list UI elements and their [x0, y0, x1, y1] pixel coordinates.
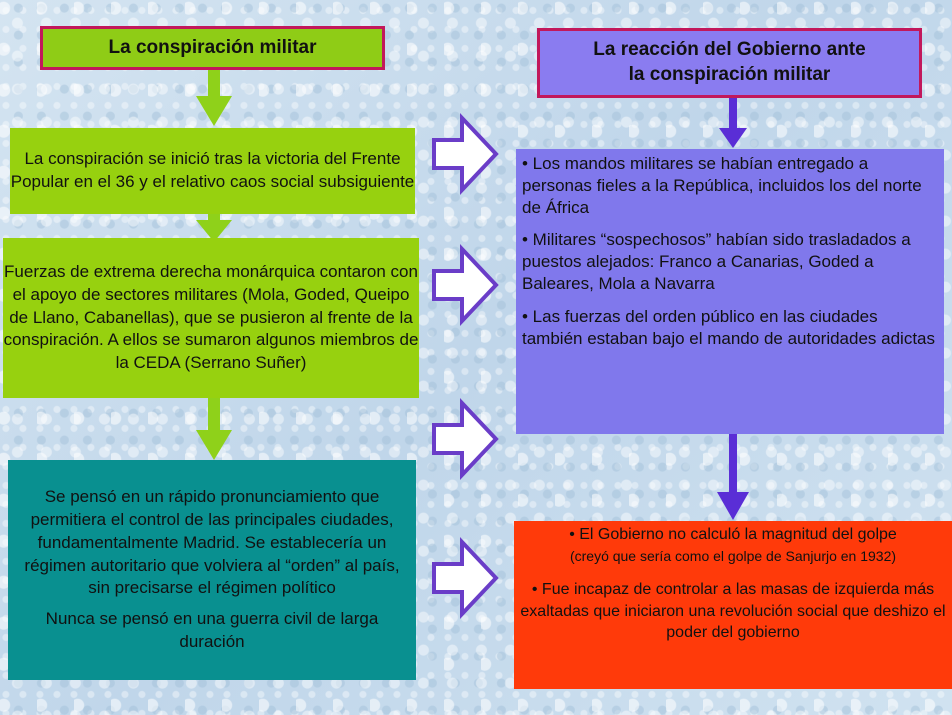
right-title-line-1: La reacción del Gobierno ante: [593, 39, 866, 61]
green-box-forces: [3, 238, 419, 398]
right-arrow-2: [434, 249, 496, 321]
purple-down-arrow-2: [717, 434, 749, 520]
teal-box-plan: [8, 460, 416, 680]
right-title-line-2: la conspiración militar: [628, 64, 831, 85]
purple-box-government-measures: [516, 149, 944, 434]
green-down-arrow-3: [196, 398, 232, 460]
red-box-government-failures: [514, 521, 952, 689]
teal-box-paragraph-1: Se pensó en un rápido pronunciamiento que permitiera el control de las principales ciudades, fundamentalmente Madrid. Se establecería un régimen autoritario que volviera al “orden” al país, sin precisarse el régimen político: [24, 486, 400, 598]
green-box-origin-text: La conspiración se inició tras la victoria del Frente Popular en el 36 y el relativo caos social subsiguiente: [10, 149, 415, 191]
left-title-box: [40, 26, 385, 70]
right-arrow-3: [434, 403, 496, 475]
right-arrow-1: [434, 118, 496, 190]
green-box-origin: [10, 128, 415, 214]
red-box-item-1-line-1: • El Gobierno no calculó la magnitud del golpe: [569, 526, 897, 543]
purple-box-item-2: • Militares “sospechosos” habían sido trasladados a puestos alejados: Franco a Canarias, Goded a Baleares, Mola a Navarra: [522, 230, 911, 294]
red-box-item-1-line-2: (creyó que sería como el golpe de Sanjurjo en 1932): [569, 547, 897, 564]
right-title-box: [537, 28, 922, 98]
purple-box-item-3: • Las fuerzas del orden público en las ciudades también estaban bajo el mando de autoridades adictas: [522, 306, 936, 348]
left-title: La conspiración militar: [108, 36, 317, 58]
green-box-forces-text: Fuerzas de extrema derecha monárquica contaron con el apoyo de sectores militares (Mola, Goded, Queipo de Llano, Cabanellas), que se pusieron al frente de la conspiración. A ellos se sumaron algunos miembros de la CEDA (Serrano Suñer): [3, 261, 419, 373]
red-box-item-2: • Fue incapaz de controlar a las masas de izquierda más exaltadas que iniciaron una revolución social que deshizo el poder del gobierno: [520, 581, 946, 642]
teal-box-paragraph-2: Nunca se pensó en una guerra civil de larga duración: [45, 609, 379, 652]
right-arrow-4: [434, 542, 496, 614]
green-down-arrow-1: [196, 70, 232, 126]
purple-down-arrow-1: [719, 98, 747, 148]
purple-box-item-1: • Los mandos militares se habían entregado a personas fieles a la República, incluidos los del norte de África: [522, 154, 922, 218]
outline-right-arrows: [434, 118, 496, 614]
